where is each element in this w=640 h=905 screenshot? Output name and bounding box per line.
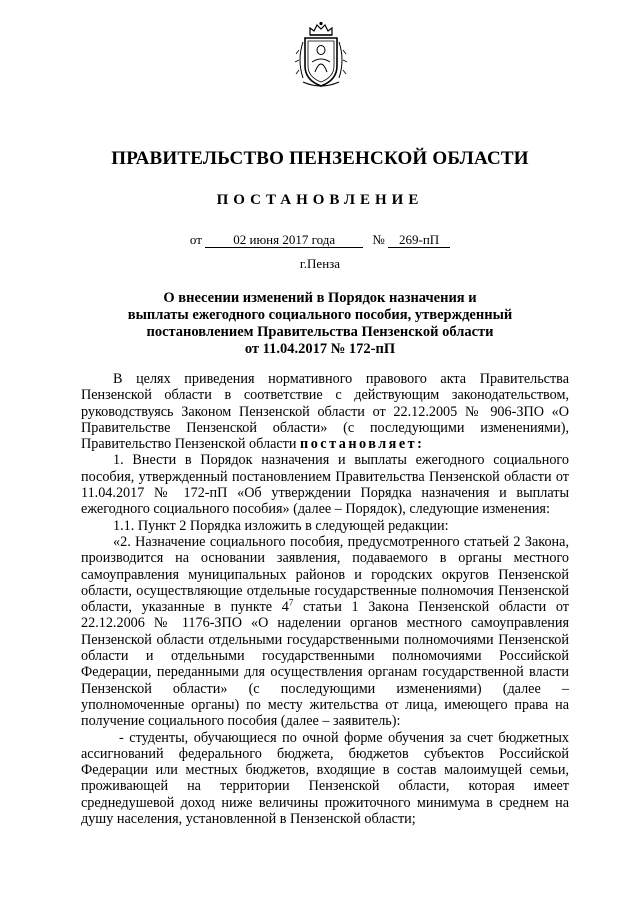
superscript: 7 [288, 597, 294, 608]
decides-word: постановляет: [300, 436, 425, 453]
list-item-students: - студенты, обучающиеся по очной форме обучения за счет бюджетных ассигнований федерального бюджета, бюджетов субъектов Российской Федерации или местных бюджетов, входящие в состав малоимущей семьи, проживающей на территории Пензенской области, которая имеет среднедушевой доход ниже величины прожиточного минимума в среднем на душу населения, установленной в Пензенской области; [81, 729, 569, 828]
preamble-paragraph [81, 371, 569, 452]
city: г.Пенза [299, 256, 341, 271]
date-line [0, 232, 640, 248]
preamble-text: В целях приведения нормативного правового акта Правительства Пензенской области в соответствие с действующим законодательством, руководствуясь Законом Пензенской области от 22.12.2005 № 906-ЗПО «О Правительстве Пензенской области» (с последующими изменениями), Правительство Пензенской области [81, 371, 569, 453]
document-title [0, 290, 640, 358]
paragraph-1-1: 1.1. Пункт 2 Порядка изложить в следующей редакции: [113, 517, 449, 534]
title-line: выплаты ежегодного социального пособия, утвержденный [127, 307, 513, 323]
government-name: ПРАВИТЕЛЬСТВО ПЕНЗЕНСКОЙ ОБЛАСТИ [111, 148, 529, 169]
document-body [81, 371, 569, 827]
number-prefix: № [372, 232, 385, 247]
title-line: от 11.04.2017 № 172-пП [244, 341, 396, 357]
document-type: ПОСТАНОВЛЕНИЕ [216, 192, 424, 208]
title-line: постановлением Правительства Пензенской области [146, 324, 494, 340]
coat-of-arms-icon [293, 20, 349, 90]
paragraph-1: 1. Внести в Порядок назначения и выплаты ежегодного социального пособия, утвержденный постановлением Правительства Пензенской области от 11.04.2017 № 172-пП «Об утверждении Порядка назначения и выплаты ежегодного социального пособия» (далее – Порядок), следующие изменения: [81, 452, 569, 518]
date-prefix: от [189, 232, 202, 247]
title-line: О внесении изменений в Порядок назначения и [163, 290, 477, 306]
quote-text-part2: статьи 1 Закона Пензенской области от 22.12.2006 № 1176-ЗПО «О наделении органов местного самоуправления Пензенской области отдельными государственными полномочиями Пензенской области и отдельными государственными полномочиями Российской Федерации, переданными для осуществления органам государственной власти Пензенской области» (с последующими изменениями) (далее – уполномоченные органы) по месту жительства от лица, имеющего права на получение социального пособия (далее – заявитель): [81, 599, 569, 730]
quote-text-part1: «2. Назначение социального пособия, предусмотренного статьей 2 Закона, производится на основании заявления, подаваемого в органы местного самоуправления муниципальных районов и городских округов Пензенской области, осуществляющие отдельные государственные полномочия Пензенской области, указанные в пункте 4 [81, 533, 569, 616]
document-number: 269-пП [388, 233, 450, 248]
paragraph-2-quote [81, 534, 569, 730]
document-date: 02 июня 2017 года [205, 233, 363, 248]
